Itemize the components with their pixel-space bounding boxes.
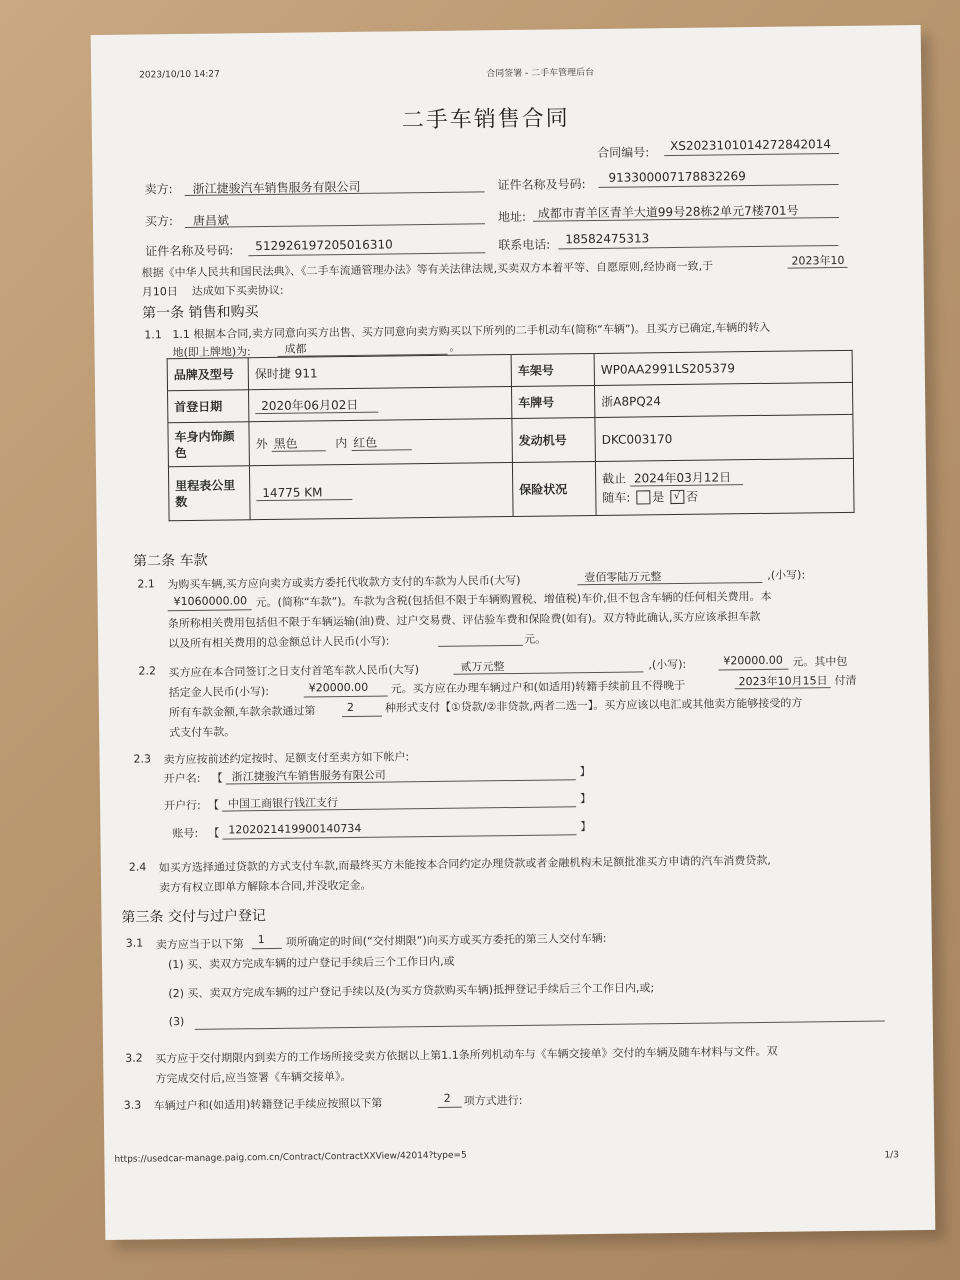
insurance-until-value: 2024年03月12日 (630, 470, 743, 486)
account-name-open: 【 (211, 771, 223, 785)
purchase-amount-words: 壹佰零陆万元整 (584, 570, 662, 585)
no-label: 否 (685, 489, 699, 504)
mileage-value: 14775 KM (256, 484, 352, 500)
payment-deadline: 2023年10月15日 (738, 674, 828, 689)
vehicle-info-table (167, 350, 855, 521)
buyer-line (185, 223, 485, 228)
account-no-open: 【 (208, 826, 220, 840)
page-title: 二手车销售合同 (401, 106, 570, 134)
clause-2-2-line3b: 种形式支付【①贷款/②非贷款,两者二选一】。买方应该以电汇或其他卖方能够接受的方 (384, 696, 803, 715)
clause-2-2-line3: 所有车款金额,车款余款通过第 (168, 704, 316, 720)
plate-label: 车牌号 (511, 385, 594, 418)
seller-name: 浙江捷骏汽车销售服务有限公司 (192, 179, 361, 196)
clause-2-1-line3: 条所称相关费用包括但不限于车辆运输(油)费、过户交易费、评估验车费和保险费(如有)。双方特此确认,买方应该承担车款 (167, 609, 761, 631)
clause-2-2-line4: 式支付车款。 (169, 725, 236, 740)
purchase-amount-number: ¥1060000.00 (173, 594, 248, 609)
clause-2-1-line1b: ,(小写): (767, 568, 806, 582)
first-registration-label: 首登日期 (168, 390, 249, 423)
delivery-option-choice: 1 (257, 933, 265, 947)
page-number: 1/3 (884, 1150, 899, 1161)
article3-title: 第三条 交付与过户登记 (121, 908, 266, 926)
vin-value: WP0AA2991LS205379 (594, 350, 852, 385)
clause-2-1-line4b: 元。 (524, 632, 547, 646)
clause-3-1-text-b: 项所确定的时间(“交付期限”)向买方或买方委托的第三人交付车辆: (285, 931, 607, 949)
payment-method-line (342, 716, 382, 717)
bank-value: 中国工商银行钱江支行 (227, 796, 339, 811)
engine-label: 发动机号 (512, 417, 596, 462)
account-no-close: 】 (580, 820, 592, 834)
contract-page (91, 25, 936, 1240)
buyer-address-value: 成都市青羊区青羊大道99号28栋2单元7楼701号 (537, 203, 799, 221)
delivery-option-3: (3) (168, 1015, 185, 1029)
plate-value: 浙A8PQ24 (594, 382, 852, 417)
first-payment-number-line (718, 669, 788, 671)
bank-label: 开户行: (164, 798, 201, 813)
exterior-value: 黑色 (271, 436, 325, 452)
interior-label: 内 (335, 436, 348, 451)
clause-2-2-line2c: 付清 (834, 673, 857, 688)
deposit-amount: ¥20000.00 (308, 680, 369, 695)
clause-1-1-text: 1.1 根据本合同,卖方同意向买方出售、买方同意向卖方购买以下所列的二手机动车(简称“车辆”)。且买方已确定,车辆的转入 (172, 320, 771, 342)
seller-label: 卖方: (144, 182, 173, 197)
delivery-option-2: (2) 买、卖双方完成车辆的过户登记手续以及(为买方贷款购买车辆)抵押登记手续后三个工作日内,或; (168, 981, 655, 1001)
clause-1-1-text2: 地(即上牌地)为: (172, 345, 251, 360)
preamble-date-b: 月10日 (141, 285, 178, 299)
buyer-phone-value: 18582475313 (565, 231, 650, 247)
bank-close: 】 (579, 792, 592, 806)
clause-3-1-text-a: 卖方应当于以下第 (155, 937, 244, 952)
clause-2-3-number: 2.3 (133, 752, 152, 766)
payment-method: 2 (346, 700, 354, 715)
buyer-address-label: 地址: (497, 209, 527, 225)
first-payment-words: 贰万元整 (460, 660, 505, 674)
brand-value: 保时捷 911 (248, 355, 511, 390)
transfer-location: 成都 (284, 342, 307, 356)
delivery-option-3-line (195, 1020, 885, 1029)
clause-3-2-line2: 方完成交付后,应当签署《车辆交接单》。 (155, 1070, 352, 1086)
account-no-label: 账号: (172, 826, 199, 841)
contract-no-label: 合同编号: (597, 145, 650, 160)
seller-id-value: 913300007178832269 (608, 169, 746, 185)
clause-2-2-line2b: 元。买方应在办理车辆过户和(如适用)转籍手续前且不得晚于 (390, 678, 686, 696)
insurance-until-label: 截止 (602, 471, 627, 486)
color-cell (249, 418, 513, 465)
clause-3-1-number: 3.1 (125, 936, 144, 950)
account-no-value: 1202021419900140734 (228, 821, 362, 837)
clause-2-2-number: 2.2 (138, 664, 157, 678)
yes-label: 是 (652, 489, 665, 504)
delivery-option-line (252, 948, 282, 949)
seller-id-line (599, 184, 839, 188)
interior-value: 红色 (351, 435, 411, 451)
clause-2-3-text: 卖方应按前述约定按时、足额支付至卖方如下帐户: (163, 750, 410, 767)
mileage-cell (249, 462, 513, 519)
buyer-id-label: 证件名称及号码: (145, 243, 234, 259)
clause-3-2-line1: 买方应于交付期限内到卖方的工作场所接受卖方依据以上第1.1条所列机动车与《车辆交接单》交付的车辆及随车材料与文件。双 (155, 1044, 778, 1066)
clause-3-3-text-a: 车辆过户和(如适用)转籍登记手续应按照以下第 (153, 1096, 383, 1113)
insurance-label: 保险状况 (512, 461, 596, 516)
payment-deadline-line (735, 687, 831, 689)
transfer-location-period: 。 (449, 340, 461, 354)
preamble-date-a: 2023年10 (791, 253, 845, 268)
clause-2-2-line2: 括定金人民币(小写): (168, 684, 270, 700)
seller-id-label: 证件名称及号码: (497, 177, 586, 193)
buyer-id-value: 512926197205016310 (255, 237, 393, 254)
clause-2-1-number: 2.1 (137, 577, 155, 591)
clause-2-4-line1: 如买方选择通过贷款的方式支付车款,而最终买方未能按本合同约定办理贷款或者金融机构未足额批准买方申请的汽车消费贷款, (158, 853, 771, 875)
print-datetime: 2023/10/10 14:27 (139, 69, 220, 81)
contract-no-line (664, 153, 839, 156)
exterior-label: 外 (255, 436, 268, 452)
clause-2-1-line2: 元。(简称“车款”)。车款为含税(包括但不限于车辆购置税、增值税)车价,但不包含车辆的任何相关费用。本 (255, 589, 772, 610)
buyer-label: 买方: (144, 214, 174, 229)
brand-label: 品牌及型号 (167, 358, 248, 391)
no-checkbox[interactable]: √ (670, 490, 684, 504)
clause-2-2-line1: 买方应在本合同签订之日支付首笔车款人民币(大写) (168, 663, 420, 680)
clause-1-1-number: 1.1 (144, 328, 162, 342)
preamble-date-line (788, 267, 848, 269)
yes-checkbox[interactable] (636, 490, 650, 504)
transfer-option-line (438, 1107, 462, 1108)
purchase-amount-number-line (168, 609, 252, 611)
clause-2-4-number: 2.4 (128, 860, 147, 874)
transfer-option-choice: 2 (443, 1091, 451, 1105)
first-payment-number: ¥20000.00 (723, 653, 783, 668)
account-name-value: 浙江捷骏汽车销售服务有限公司 (231, 768, 386, 784)
account-name-close: 】 (579, 765, 591, 779)
account-name-label: 开户名: (163, 771, 201, 786)
total-amount-line (438, 645, 523, 647)
with-car-label: 随车: (602, 490, 631, 505)
article1-title: 第一条 销售和购买 (141, 304, 259, 322)
deposit-amount-line (304, 696, 388, 698)
clause-3-3-text-b: 项方式进行: (463, 1093, 523, 1108)
buyer-phone-label: 联系电话: (498, 237, 551, 253)
footer-url: https://usedcar-manage.paig.com.cn/Contract/ContractXXView/42014?type=5 (114, 1150, 467, 1165)
vin-label: 车架号 (511, 353, 594, 386)
clause-3-2-number: 3.2 (125, 1051, 143, 1065)
preamble-line2: 达成如下买卖协议: (191, 283, 284, 298)
contract-no-value: XS2023101014272842014 (669, 137, 832, 154)
clause-2-2-line1c: 元。其中包 (792, 654, 848, 669)
delivery-option-1: (1) 买、卖双方完成车辆的过户登记手续后三个工作日内,或 (167, 954, 455, 972)
first-registration-value: 2020年06月02日 (255, 398, 378, 415)
mileage-label: 里程表公里数 (168, 466, 250, 521)
color-label: 车身内饰颜色 (168, 422, 250, 467)
preamble-line1: 根据《中华人民共和国民法典》、《二手车流通管理办法》等有关法律法规,买卖双方本着平等、自愿原则,经协商一致,于 (141, 259, 714, 280)
buyer-id-line (248, 252, 485, 256)
engine-value: DKC003170 (595, 414, 854, 461)
clause-2-1-line4: 以及所有相关费用的总金额总计人民币(小写): (168, 634, 390, 651)
article2-title: 第二条 车款 (133, 552, 208, 570)
clause-2-2-line1b: ,(小写): (648, 657, 687, 672)
clause-2-4-line2: 卖方有权立即单方解除本合同,并没收定金。 (159, 878, 372, 895)
buyer-name: 唐昌斌 (192, 213, 230, 228)
print-app-title: 合同签署 - 二手车管理后台 (486, 67, 595, 80)
bank-open: 【 (208, 798, 220, 812)
first-registration-cell (249, 387, 512, 422)
clause-2-1-line1: 为购买车辆,买方应向卖方或卖方委托代收款方支付的车款为人民币(大写) (167, 573, 521, 592)
clause-3-3-number: 3.3 (123, 1098, 142, 1112)
insurance-cell (595, 458, 854, 515)
